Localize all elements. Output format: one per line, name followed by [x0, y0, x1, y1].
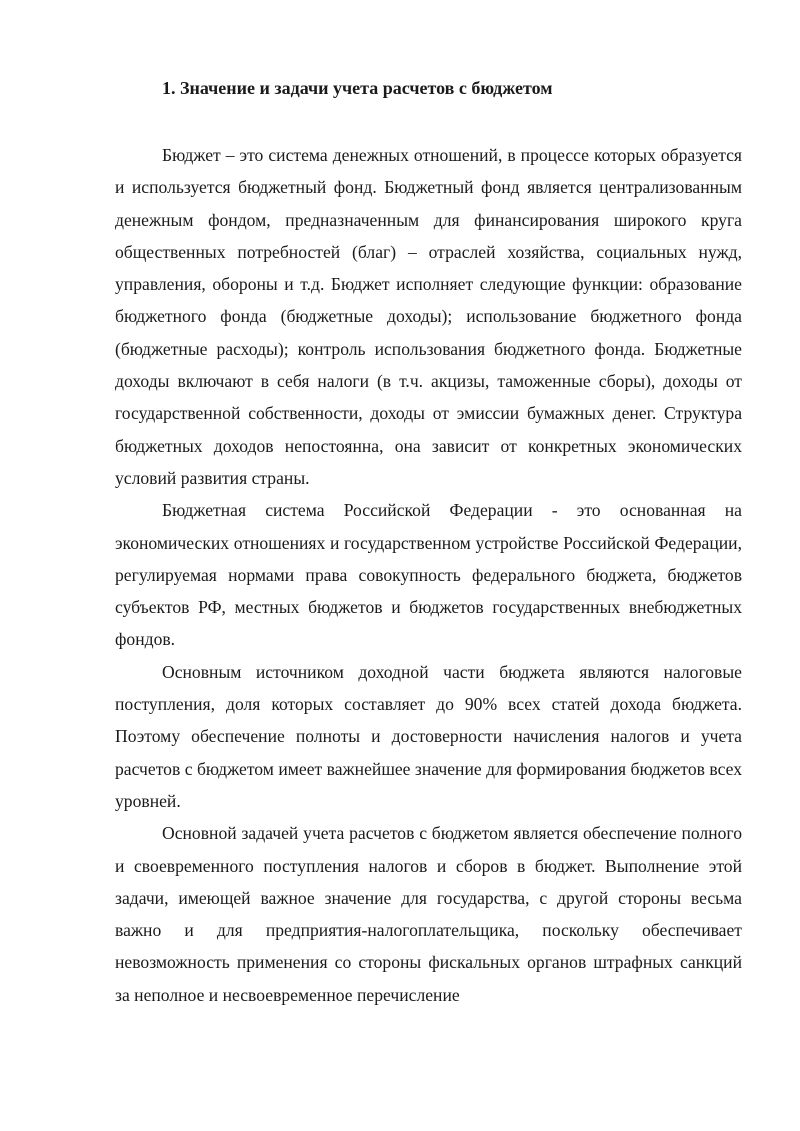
paragraph-revenue-source: Основным источником доходной части бюджета являются налоговые поступления, доля которых составляет до 90% всех статей дохода бюджета. Поэтому обеспечение полноты и достоверности начисления налогов и учета расчетов с бюджетом имеет важнейшее значение для формирования бюджетов всех уровней. — [115, 661, 742, 811]
document-body — [115, 139, 742, 1011]
paragraph-budget-definition: Бюджет – это система денежных отношений, в процессе которых образуется и используется бюджетный фонд. Бюджетный фонд является централизованным денежным фондом, предназначенным для финансирования широкого круга общественных потребностей (благ) – отраслей хозяйства, социальных нужд, управления, обороны и т.д. Бюджет исполняет следующие функции: образование бюджетного фонда (бюджетные доходы); использование бюджетного фонда (бюджетные расходы); контроль использования бюджетного фонда. Бюджетные доходы включают в себя налоги (в т.ч. акцизы, таможенные сборы), доходы от государственной собственности, доходы от эмиссии бумажных денег. Структура бюджетных доходов непостоянна, она зависит от конкретных экономических условий развития страны. — [115, 145, 742, 488]
section-heading: 1. Значение и задачи учета расчетов с бюджетом — [162, 78, 553, 98]
paragraph-accounting-task: Основной задачей учета расчетов с бюджетом является обеспечение полного и своевременного поступления налогов и сборов в бюджет. Выполнение этой задачи, имеющей важное значение для государства, с другой стороны весьма важно и для предприятия-налогоплательщика, поскольку обеспечивает невозможность применения со стороны фискальных органов штрафных санкций за неполное и несвоевременное перечисление — [115, 823, 742, 1005]
paragraph-budget-system: Бюджетная система Российской Федерации - это основанная на экономических отношениях и государственном устройстве Российской Федерации, регулируемая нормами права совокупность федерального бюджета, бюджетов субъектов РФ, местных бюджетов и бюджетов государственных внебюджетных фондов. — [115, 500, 742, 650]
